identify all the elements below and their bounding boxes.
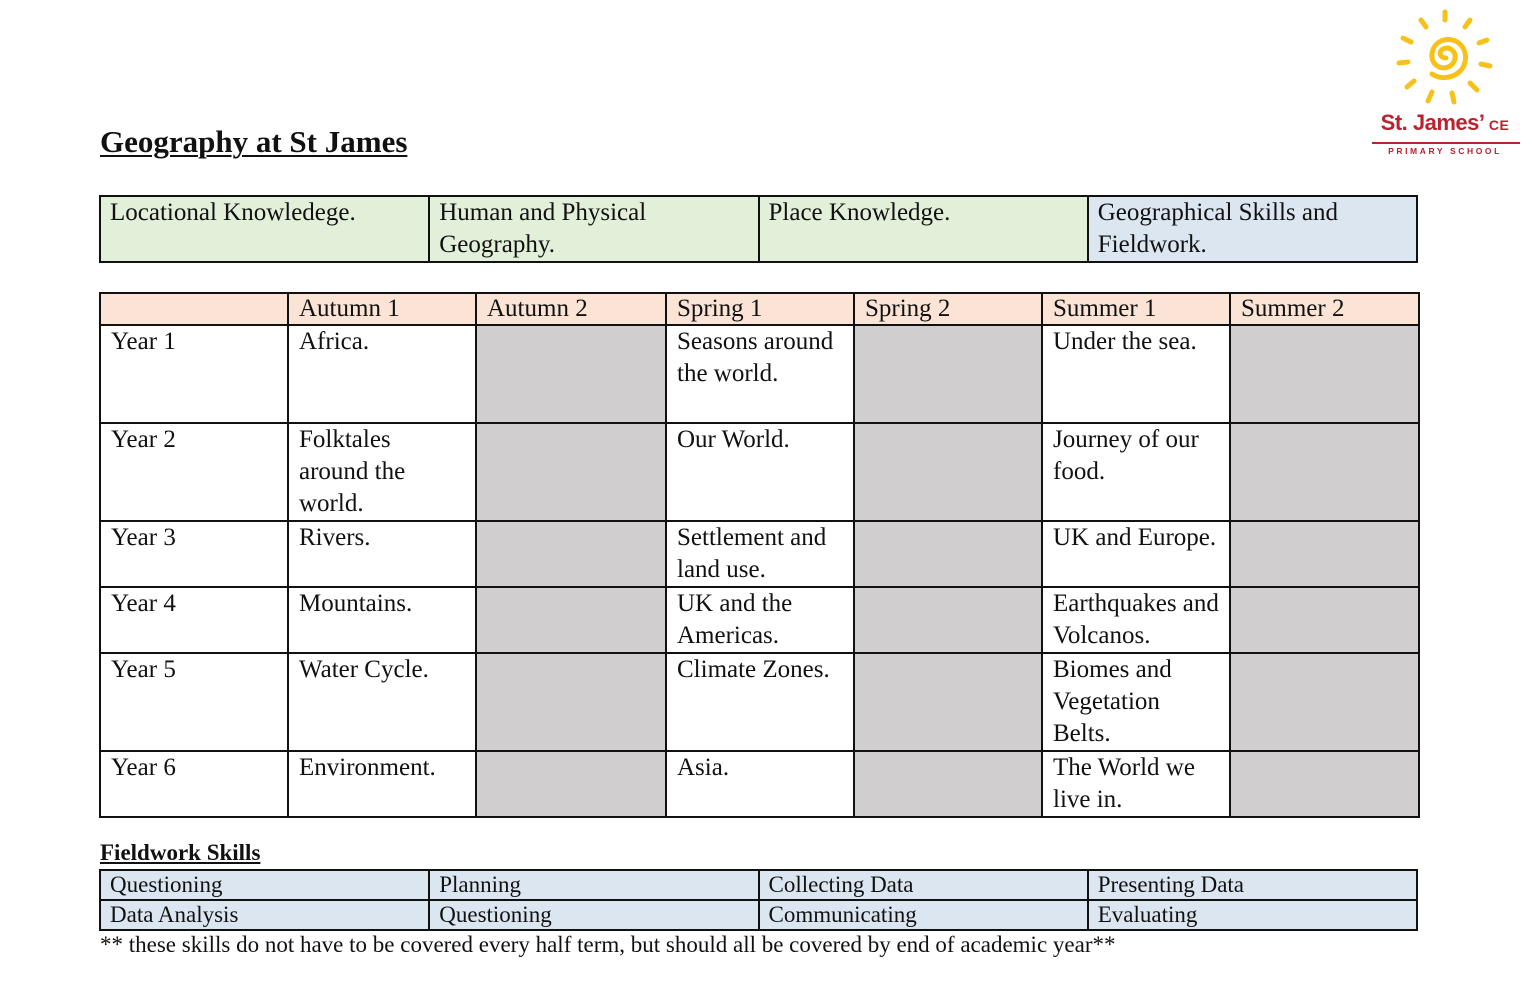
strands-row bbox=[100, 196, 1417, 262]
skill-cell: Collecting Data bbox=[759, 870, 1088, 900]
strand-locational: Locational Knowledege. bbox=[100, 196, 429, 262]
school-logo bbox=[1366, 6, 1524, 158]
table-header-row bbox=[100, 293, 1419, 325]
empty-cell bbox=[854, 521, 1042, 587]
skill-cell: Questioning bbox=[429, 900, 758, 930]
strands-table bbox=[99, 195, 1418, 263]
empty-cell bbox=[476, 521, 666, 587]
skill-cell: Communicating bbox=[759, 900, 1088, 930]
header-summer-2: Summer 2 bbox=[1230, 293, 1419, 325]
table-row bbox=[100, 587, 1419, 653]
spring-1-topic: Climate Zones. bbox=[666, 653, 854, 751]
table-row bbox=[100, 870, 1417, 900]
empty-cell bbox=[854, 751, 1042, 817]
spring-1-topic: UK and the Americas. bbox=[666, 587, 854, 653]
empty-cell bbox=[476, 653, 666, 751]
year-label: Year 6 bbox=[100, 751, 288, 817]
skill-cell: Evaluating bbox=[1088, 900, 1417, 930]
empty-cell bbox=[1230, 751, 1419, 817]
fieldwork-skills-table bbox=[99, 869, 1418, 931]
table-row bbox=[100, 900, 1417, 930]
page-title: Geography at St James bbox=[100, 124, 408, 159]
skill-cell: Planning bbox=[429, 870, 758, 900]
logo-name-text: St. James’ bbox=[1380, 110, 1484, 135]
empty-cell bbox=[854, 587, 1042, 653]
empty-cell bbox=[1230, 587, 1419, 653]
year-label: Year 1 bbox=[100, 325, 288, 423]
autumn-1-topic: Environment. bbox=[288, 751, 476, 817]
strand-place: Place Knowledge. bbox=[759, 196, 1088, 262]
summer-1-topic: Under the sea. bbox=[1042, 325, 1230, 423]
spring-1-topic: Our World. bbox=[666, 423, 854, 521]
logo-school-name bbox=[1366, 110, 1524, 136]
summer-1-topic: Biomes and Vegetation Belts. bbox=[1042, 653, 1230, 751]
skill-cell: Presenting Data bbox=[1088, 870, 1417, 900]
logo-name-suffix: CE bbox=[1488, 117, 1510, 133]
skill-cell: Data Analysis bbox=[100, 900, 429, 930]
empty-cell bbox=[1230, 423, 1419, 521]
header-summer-1: Summer 1 bbox=[1042, 293, 1230, 325]
year-label: Year 3 bbox=[100, 521, 288, 587]
spring-1-topic: Seasons around the world. bbox=[666, 325, 854, 423]
autumn-1-topic: Rivers. bbox=[288, 521, 476, 587]
table-row bbox=[100, 653, 1419, 751]
summer-1-topic: The World we live in. bbox=[1042, 751, 1230, 817]
summer-1-topic: Earthquakes and Volcanos. bbox=[1042, 587, 1230, 653]
table-row bbox=[100, 751, 1419, 817]
table-row bbox=[100, 423, 1419, 521]
header-cell bbox=[100, 293, 288, 325]
fieldwork-skills-heading: Fieldwork Skills bbox=[100, 840, 261, 865]
empty-cell bbox=[1230, 325, 1419, 423]
table-row bbox=[100, 521, 1419, 587]
year-label: Year 5 bbox=[100, 653, 288, 751]
autumn-1-topic: Water Cycle. bbox=[288, 653, 476, 751]
logo-subtitle: PRIMARY SCHOOL bbox=[1388, 146, 1502, 156]
empty-cell bbox=[476, 587, 666, 653]
logo-divider bbox=[1372, 142, 1520, 144]
spring-1-topic: Asia. bbox=[666, 751, 854, 817]
empty-cell bbox=[476, 325, 666, 423]
year-label: Year 2 bbox=[100, 423, 288, 521]
empty-cell bbox=[854, 325, 1042, 423]
empty-cell bbox=[476, 423, 666, 521]
fieldwork-note: ** these skills do not have to be covered every half term, but should all be covered by end of academic year** bbox=[100, 932, 1116, 957]
strand-skills-fieldwork: Geographical Skills and Fieldwork. bbox=[1088, 196, 1417, 262]
curriculum-plan-table bbox=[99, 292, 1420, 818]
header-spring-1: Spring 1 bbox=[666, 293, 854, 325]
skill-cell: Questioning bbox=[100, 870, 429, 900]
header-autumn-1: Autumn 1 bbox=[288, 293, 476, 325]
autumn-1-topic: Africa. bbox=[288, 325, 476, 423]
strand-human-physical: Human and Physical Geography. bbox=[429, 196, 758, 262]
empty-cell bbox=[1230, 521, 1419, 587]
summer-1-topic: Journey of our food. bbox=[1042, 423, 1230, 521]
spring-1-topic: Settlement and land use. bbox=[666, 521, 854, 587]
empty-cell bbox=[854, 653, 1042, 751]
empty-cell bbox=[1230, 653, 1419, 751]
summer-1-topic: UK and Europe. bbox=[1042, 521, 1230, 587]
empty-cell bbox=[476, 751, 666, 817]
table-row bbox=[100, 325, 1419, 423]
header-spring-2: Spring 2 bbox=[854, 293, 1042, 325]
year-label: Year 4 bbox=[100, 587, 288, 653]
autumn-1-topic: Folktales around the world. bbox=[288, 423, 476, 521]
empty-cell bbox=[854, 423, 1042, 521]
header-autumn-2: Autumn 2 bbox=[476, 293, 666, 325]
sun-icon bbox=[1366, 6, 1524, 110]
autumn-1-topic: Mountains. bbox=[288, 587, 476, 653]
